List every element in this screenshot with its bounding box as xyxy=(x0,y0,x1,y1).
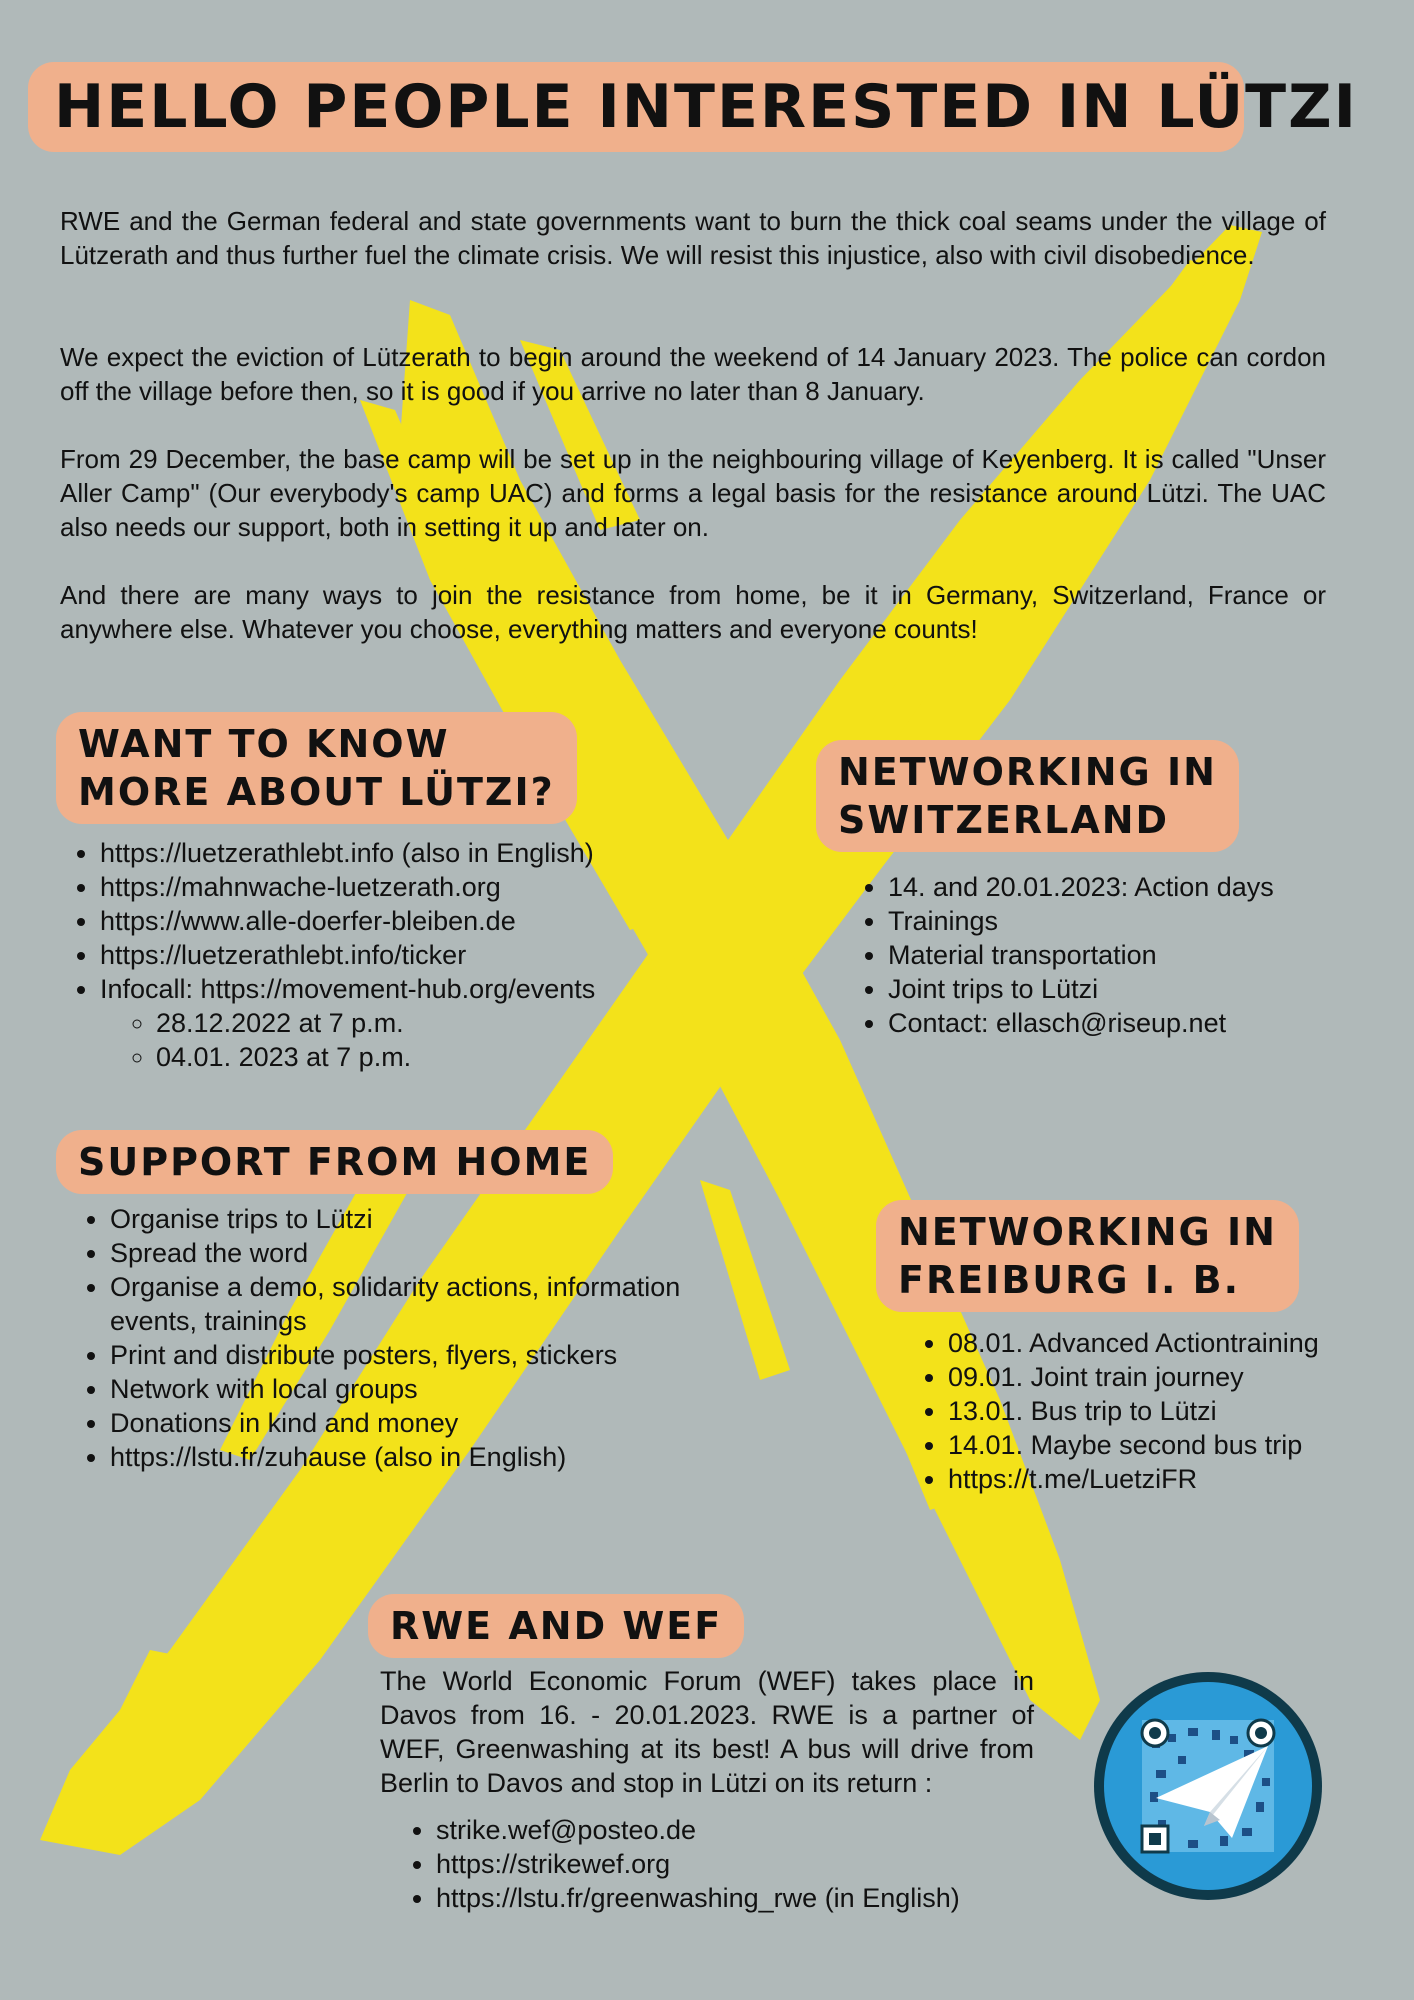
list-item[interactable]: • https://lstu.fr/greenwashing_rwe (in English) xyxy=(436,1881,1036,1915)
rwe-wef-paragraph xyxy=(380,1664,1034,1800)
support-from-home-heading xyxy=(56,1130,613,1194)
list-item: • 13.01. Bus trip to Lützi xyxy=(948,1394,1398,1428)
list-item[interactable]: • strike.wef@posteo.de xyxy=(436,1813,1036,1847)
list-item: • Spread the word xyxy=(110,1236,730,1270)
list-item xyxy=(100,972,760,1074)
list-item[interactable]: • https://t.me/LuetziFR xyxy=(948,1462,1398,1496)
know-more-list xyxy=(60,836,760,1074)
intro-text-4: And there are many ways to join the resistance from home, be it in Germany, Switzerland, France or anywhere else. Whatever you choose, everything matters and everyone counts! xyxy=(60,580,1326,644)
main-title: HELLO PEOPLE INTERESTED IN LÜTZI xyxy=(54,72,1358,142)
rwe-wef-heading xyxy=(368,1594,744,1658)
intro-paragraph-3 xyxy=(60,442,1326,544)
rwe-wef-text: The World Economic Forum (WEF) takes place in Davos from 16. - 20.01.2023. RWE is a partner of WEF, Greenwashing at its best! A bus will drive from Berlin to Davos and stop in Lützi on its return : xyxy=(380,1666,1034,1798)
list-item[interactable]: • https://luetzerathlebt.info (also in English) xyxy=(100,836,760,870)
list-item: • Organise a demo, solidarity actions, information events, trainings xyxy=(110,1270,730,1338)
main-title-banner xyxy=(28,62,1358,152)
list-item: • Donations in kind and money xyxy=(110,1406,730,1440)
know-more-heading-line1: WANT TO KNOW xyxy=(78,722,450,766)
list-item[interactable]: • https://lstu.fr/zuhause (also in English) xyxy=(110,1440,730,1474)
know-more-heading xyxy=(56,712,577,824)
rwe-wef-title: RWE AND WEF xyxy=(390,1604,723,1648)
list-item: • Network with local groups xyxy=(110,1372,730,1406)
list-item[interactable]: • https://strikewef.org xyxy=(436,1847,1036,1881)
list-item: • 14. and 20.01.2023: Action days xyxy=(888,870,1388,904)
intro-text-2: We expect the eviction of Lützerath to begin around the weekend of 14 January 2023. The police can cordon off the village before then, so it is good if you arrive no later than 8 January. xyxy=(60,342,1326,406)
switzerland-heading-line2: SWITZERLAND xyxy=(838,798,1170,842)
support-from-home-list xyxy=(70,1202,730,1474)
list-subitem: ◦ 04.01. 2023 at 7 p.m. xyxy=(156,1040,760,1074)
rwe-wef-list xyxy=(396,1813,1036,1915)
list-item: • Organise trips to Lützi xyxy=(110,1202,730,1236)
list-item[interactable]: • https://www.alle-doerfer-bleiben.de xyxy=(100,904,760,938)
switzerland-list xyxy=(848,870,1388,1040)
intro-paragraph-2 xyxy=(60,340,1326,408)
list-item: • Print and distribute posters, flyers, stickers xyxy=(110,1338,730,1372)
list-item: • 14.01. Maybe second bus trip xyxy=(948,1428,1398,1462)
intro-paragraph-4 xyxy=(60,578,1326,646)
freiburg-heading xyxy=(876,1200,1299,1312)
list-item[interactable]: • Contact: ellasch@riseup.net xyxy=(888,1006,1388,1040)
freiburg-list xyxy=(908,1326,1398,1496)
infocall-link[interactable]: Infocall: https://movement-hub.org/events xyxy=(100,974,596,1004)
intro-text-1: RWE and the German federal and state governments want to burn the thick coal seams under the village of Lützerath and thus further fuel the climate crisis. We will resist this injustice, also with civil disobedience. xyxy=(60,206,1326,270)
list-item: • 08.01. Advanced Actiontraining xyxy=(948,1326,1398,1360)
list-item: • Joint trips to Lützi xyxy=(888,972,1388,1006)
support-from-home-title: SUPPORT FROM HOME xyxy=(78,1140,592,1184)
list-item[interactable]: • https://mahnwache-luetzerath.org xyxy=(100,870,760,904)
intro-text-3: From 29 December, the base camp will be set up in the neighbouring village of Keyenberg. It is called "Unser Aller Camp" (Our everybody's camp UAC) and forms a legal basis for the resistance around Lützi. The UAC also needs our support, both in setting it up and later on. xyxy=(60,444,1326,542)
list-subitem: ◦ 28.12.2022 at 7 p.m. xyxy=(156,1006,760,1040)
know-more-heading-line2: MORE ABOUT LÜTZI? xyxy=(78,770,555,814)
switzerland-heading xyxy=(816,740,1239,852)
freiburg-heading-line2: FREIBURG I. B. xyxy=(898,1258,1241,1302)
list-item: • Material transportation xyxy=(888,938,1388,972)
switzerland-heading-line1: NETWORKING IN xyxy=(838,750,1217,794)
list-item: • Trainings xyxy=(888,904,1388,938)
list-item: • 09.01. Joint train journey xyxy=(948,1360,1398,1394)
telegram-qr-code-icon[interactable] xyxy=(1092,1670,1324,1902)
intro-paragraph-1 xyxy=(60,204,1326,272)
list-item[interactable]: • https://luetzerathlebt.info/ticker xyxy=(100,938,760,972)
freiburg-heading-line1: NETWORKING IN xyxy=(898,1210,1277,1254)
